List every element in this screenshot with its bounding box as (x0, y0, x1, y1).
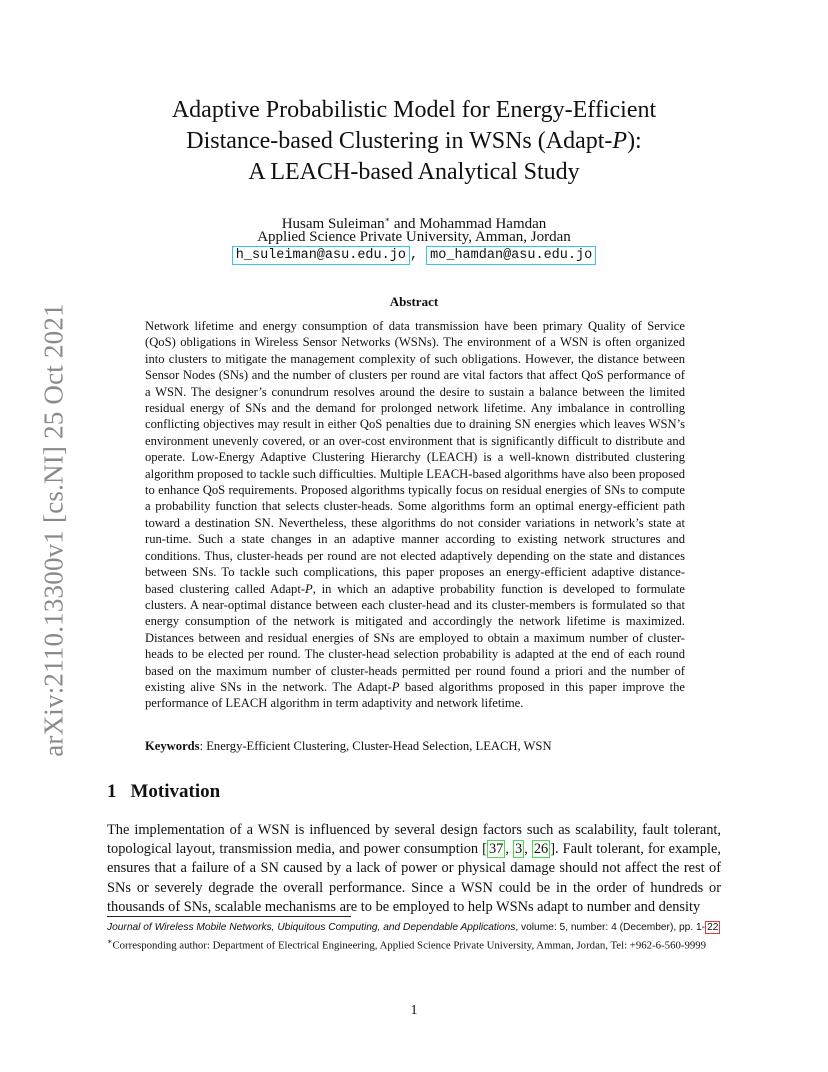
email-separator: , (409, 248, 419, 263)
footnotes (107, 921, 721, 953)
corresponding-footnote: ∗Corresponding author: Department of Electrical Engineering, Applied Science Private University, Amman, Jordan, Tel: +962-6-560-9999 (107, 937, 707, 952)
body-paragraph: The implementation of a WSN is influenced by several design factors such as scalability, fault tolerant, topological layout, transmission media, and power consumption [ 37 , 3 , 26 ]. Fault tolerant, for example, ensures that a failure of a SN caused by a lack of power or physical damage should not affect the rest of SNs or severely degrade the overall performance. Since a WSN could be in the order of hundreds or thousands of SNs, scalable mechanisms are to be employed to help WSNs adapt to number and density (107, 822, 721, 915)
abstract-heading: Abstract (389, 294, 439, 309)
affiliation: Applied Science Private University, Amman, Jordan (257, 229, 571, 245)
keywords (145, 739, 685, 754)
arxiv-identifier-stamp: arXiv:2110.13300v1 [cs.NI] 25 Oct 2021 (38, 303, 69, 757)
title-line-1: Adaptive Probabilistic Model for Energy-Efficient (171, 97, 657, 123)
page-range-link[interactable]: 22 (707, 922, 719, 933)
author-emails (100, 248, 728, 263)
citation-link[interactable]: 26 (533, 841, 549, 858)
section-number: 1 (107, 781, 117, 802)
citation-link[interactable]: 3 (514, 841, 523, 858)
title-line-2: Distance-based Clustering in WSNs (Adapt-P): (186, 128, 642, 154)
author-2: and Mohammad Hamdan (390, 216, 547, 232)
email-link-2[interactable]: mo_hamdan@asu.edu.jo (426, 246, 596, 265)
corresponding-mark: ∗ (384, 215, 391, 224)
title-line-3: A LEACH-based Analytical Study (248, 159, 580, 185)
author-1: Husam Suleiman (281, 216, 385, 232)
citation-link[interactable]: 37 (488, 841, 504, 858)
abstract-text: Network lifetime and energy consumption of data transmission have been primary Quality of Service (QoS) obligations in Wireless Sensor Networks (WSNs). The environment of a WSN is often organized into clusters to mitigate the management complexity of such obligations. However, the distance between Sensor Nodes (SNs) and the number of clusters per round are vital factors that affect QoS performance of a WSN. The designer’s conundrum resolves around the desire to sustain a balance between the limited residual energy of SNs and the demand for prolonged network lifetime. Any imbalance in controlling conflicting objectives may result in either QoS penalties due to draining SN energies which leaves WSN’s environment unevenly covered, or an over-cost environment that is significantly difficult to distribute and operate. Low-Energy Adaptive Clustering Hierarchy (LEACH) is a well-known distributed clustering algorithm proposed to tackle such difficulties. Multiple LEACH-based algorithms have also been proposed to enhance QoS requirements. Proposed algorithms typically focus on residual energies of SNs to compute a probability function that selects cluster-heads. Some algorithms form an optimal energy-efficient path toward a destination SN. Nevertheless, these algorithms do not consider variations in network’s state at run-time. Such a state changes in an adaptive manner according to existing network structures and conditions. Thus, cluster-heads per round are not elected adaptively depending on the state and distances between SNs. To tackle such complications, this paper proposes an energy-efficient adaptive distance-based clustering called Adapt-P, in which an adaptive probability function is developed to formulate clusters. A near-optimal distance between each cluster-head and its cluster-members is formulated so that energy consumption of the network is mitigated and accordingly the network lifetime is maximized. Distances between and residual energies of SNs are employed to obtain a maximum number of cluster-heads to be elected per round. The cluster-head selection probability is adapted at the end of each round based on the maximum number of cluster-heads permitted per round found a priori and the number of existing alive SNs in the network. The Adapt-P based algorithms proposed in this paper improve the performance of LEACH algorithm in term adaptivity and network lifetime. (145, 319, 686, 711)
page-number: 1 (410, 1003, 418, 1018)
keywords-list: : Energy-Efficient Clustering, Cluster-Head Selection, LEACH, WSN (199, 739, 552, 753)
keywords-label: Keywords (145, 739, 200, 753)
journal-footnote: Journal of Wireless Mobile Networks, Ubiquitous Computing, and Dependable Applications, volume: 5, number: 4 (December), pp. 1- 22 (107, 922, 719, 933)
email-link-1[interactable]: h_suleiman@asu.edu.jo (232, 246, 410, 265)
footnote-rule (107, 916, 351, 917)
section-title: Motivation (130, 781, 221, 802)
section-heading (107, 781, 220, 803)
paper-title (100, 95, 728, 188)
